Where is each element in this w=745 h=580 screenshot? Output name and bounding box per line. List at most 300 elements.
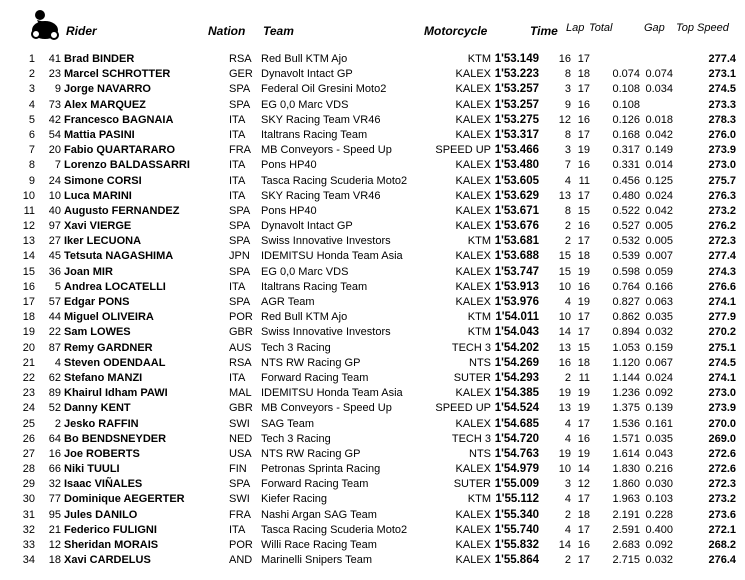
total-laps-cell: 14 xyxy=(577,463,590,476)
rider-name-cell: Xavi VIERGE xyxy=(64,220,132,233)
total-laps-cell: 17 xyxy=(577,311,590,324)
team-cell: Red Bull KTM Ajo xyxy=(261,311,348,324)
total-laps-cell: 17 xyxy=(577,53,590,65)
team-cell: Tasca Racing Scuderia Moto2 xyxy=(261,523,408,536)
rider-number-cell: 40 xyxy=(48,204,61,217)
header-gap: Gap xyxy=(644,22,665,34)
rider-number-cell: 66 xyxy=(48,463,61,476)
total-laps-cell: 17 xyxy=(577,417,590,430)
lap-cell: 4 xyxy=(564,174,571,187)
lap-cell: 3 xyxy=(564,478,571,491)
motorcycle-cell: TECH 3 xyxy=(451,432,491,445)
team-cell: Kiefer Racing xyxy=(261,493,328,506)
rider-number-cell: 24 xyxy=(48,174,61,187)
rider-number-cell: 16 xyxy=(48,447,61,460)
table-row xyxy=(0,371,745,386)
total-laps-cell: 19 xyxy=(577,402,590,415)
motorcycle-cell: KALEX xyxy=(455,113,491,126)
team-cell: SKY Racing Team VR46 xyxy=(261,189,381,202)
total-laps-cell: 11 xyxy=(578,174,590,187)
gap-cell: 1.144 xyxy=(612,371,640,384)
lap-cell: 7 xyxy=(564,159,571,172)
position-cell: 1 xyxy=(28,53,35,65)
nation-cell: JPN xyxy=(229,250,250,263)
team-cell: Tech 3 Racing xyxy=(261,341,331,354)
rider-number-cell: 9 xyxy=(54,83,61,96)
lap-cell: 4 xyxy=(564,432,571,445)
table-row xyxy=(0,295,745,310)
rider-number-cell: 95 xyxy=(48,508,61,521)
lap-time-cell: 1'55.112 xyxy=(495,493,539,506)
position-cell: 15 xyxy=(22,265,35,278)
rider-number-cell: 32 xyxy=(48,478,61,491)
rider-name-cell: Marcel SCHROTTER xyxy=(64,68,171,81)
nation-cell: SPA xyxy=(229,204,251,217)
gap-cell: 1.536 xyxy=(612,417,640,430)
total-laps-cell: 19 xyxy=(577,296,590,308)
table-row xyxy=(0,249,745,264)
rider-number-cell: 10 xyxy=(48,189,61,202)
gap-previous-cell: 0.024 xyxy=(645,189,673,202)
nation-cell: SWI xyxy=(229,417,250,430)
lap-time-cell: 1'53.913 xyxy=(494,280,539,293)
table-row xyxy=(0,310,745,325)
team-cell: Pons HP40 xyxy=(261,159,317,172)
rider-name-cell: Alex MARQUEZ xyxy=(64,98,146,111)
position-cell: 7 xyxy=(28,144,35,157)
top-speed-cell: 273.2 xyxy=(708,493,736,506)
lap-cell: 2 xyxy=(564,220,571,233)
table-row xyxy=(0,204,745,219)
motorcycle-cell: KTM xyxy=(467,53,491,65)
team-cell: MB Conveyors - Speed Up xyxy=(261,144,392,157)
lap-cell: 2 xyxy=(564,554,571,567)
table-row xyxy=(0,447,745,462)
top-speed-cell: 273.3 xyxy=(708,98,736,111)
nation-cell: ITA xyxy=(229,174,246,187)
motorcycle-cell: TECH 3 xyxy=(451,341,491,354)
total-laps-cell: 11 xyxy=(578,371,590,384)
lap-time-cell: 1'53.257 xyxy=(494,98,539,111)
team-cell: Petronas Sprinta Racing xyxy=(261,463,381,476)
rider-name-cell: Brad BINDER xyxy=(64,53,135,65)
rider-name-cell: Jorge NAVARRO xyxy=(64,83,151,96)
position-cell: 21 xyxy=(22,356,35,369)
total-laps-cell: 18 xyxy=(577,250,590,263)
header-time: Time xyxy=(530,24,558,38)
rider-number-cell: 44 xyxy=(48,311,61,324)
gap-previous-cell: 0.035 xyxy=(645,311,673,324)
lap-time-cell: 1'53.676 xyxy=(494,220,539,233)
table-row xyxy=(0,553,745,568)
nation-cell: AND xyxy=(229,554,253,567)
rider-number-cell: 89 xyxy=(48,387,61,400)
rider-name-cell: Bo BENDSNEYDER xyxy=(64,432,167,445)
position-cell: 11 xyxy=(23,204,35,217)
lap-time-cell: 1'53.671 xyxy=(494,204,539,217)
motorcycle-cell: KALEX xyxy=(455,265,491,278)
lap-cell: 9 xyxy=(564,98,571,111)
lap-cell: 10 xyxy=(558,311,571,324)
gap-cell: 0.331 xyxy=(612,159,640,172)
position-cell: 9 xyxy=(28,174,35,187)
position-cell: 22 xyxy=(22,371,35,384)
lap-cell: 2 xyxy=(564,235,571,248)
position-cell: 6 xyxy=(28,128,35,141)
gap-previous-cell: 0.043 xyxy=(645,447,673,460)
table-row xyxy=(0,341,745,356)
lap-cell: 4 xyxy=(564,417,571,430)
total-laps-cell: 19 xyxy=(577,447,590,460)
nation-cell: AUS xyxy=(229,341,252,354)
total-laps-cell: 16 xyxy=(577,159,590,172)
top-speed-cell: 273.1 xyxy=(708,68,736,81)
table-row xyxy=(0,417,745,432)
lap-time-cell: 1'54.979 xyxy=(494,463,539,476)
gap-cell: 1.860 xyxy=(612,478,640,491)
top-speed-cell: 276.3 xyxy=(708,189,736,202)
gap-cell: 0.168 xyxy=(612,128,640,141)
results-table xyxy=(0,52,745,568)
gap-previous-cell: 0.159 xyxy=(645,341,673,354)
gap-previous-cell: 0.035 xyxy=(645,432,673,445)
rider-name-cell: Federico FULIGNI xyxy=(64,523,157,536)
lap-cell: 14 xyxy=(558,326,571,339)
gap-cell: 0.539 xyxy=(612,250,640,263)
gap-previous-cell: 0.092 xyxy=(645,387,673,400)
lap-time-cell: 1'54.011 xyxy=(495,311,539,324)
nation-cell: NED xyxy=(229,432,253,445)
gap-cell: 1.963 xyxy=(612,493,640,506)
total-laps-cell: 16 xyxy=(577,539,590,551)
gap-previous-cell: 0.007 xyxy=(645,250,673,263)
rider-name-cell: Danny KENT xyxy=(64,402,131,415)
motorcycle-cell: KALEX xyxy=(455,220,491,233)
lap-time-cell: 1'54.269 xyxy=(494,356,539,369)
rider-name-cell: Augusto FERNANDEZ xyxy=(64,204,180,217)
gap-cell: 0.317 xyxy=(612,144,640,157)
lap-time-cell: 1'53.466 xyxy=(494,144,539,157)
table-row xyxy=(0,158,745,173)
top-speed-cell: 269.0 xyxy=(708,432,736,445)
gap-previous-cell: 0.059 xyxy=(645,265,673,278)
team-cell: MB Conveyors - Speed Up xyxy=(261,402,392,415)
total-laps-cell: 16 xyxy=(577,98,590,111)
nation-cell: SPA xyxy=(229,220,251,233)
rider-name-cell: Miguel OLIVEIRA xyxy=(64,311,154,324)
top-speed-cell: 276.0 xyxy=(708,128,736,141)
gap-cell: 0.126 xyxy=(612,113,640,126)
position-cell: 16 xyxy=(22,280,35,293)
team-cell: NTS RW Racing GP xyxy=(261,356,361,369)
position-cell: 4 xyxy=(28,98,35,111)
rider-number-cell: 52 xyxy=(48,402,61,415)
lap-time-cell: 1'53.605 xyxy=(494,174,539,187)
position-cell: 3 xyxy=(28,83,35,96)
motorcycle-cell: KALEX xyxy=(455,554,491,567)
top-speed-cell: 277.4 xyxy=(708,250,736,263)
gap-cell: 1.236 xyxy=(612,387,640,400)
total-laps-cell: 16 xyxy=(577,280,590,293)
rider-name-cell: Simone CORSI xyxy=(64,174,142,187)
top-speed-cell: 273.0 xyxy=(708,387,736,400)
motorcycle-cell: KALEX xyxy=(455,463,491,476)
team-cell: Italtrans Racing Team xyxy=(261,280,368,293)
header-rider: Rider xyxy=(66,24,97,38)
total-laps-cell: 16 xyxy=(577,113,590,126)
lap-time-cell: 1'53.629 xyxy=(494,189,539,202)
motorcycle-cell: KALEX xyxy=(455,387,491,400)
table-row xyxy=(0,356,745,371)
gap-previous-cell: 0.166 xyxy=(645,280,673,293)
lap-time-cell: 1'53.480 xyxy=(494,159,539,172)
top-speed-cell: 272.6 xyxy=(708,447,736,460)
position-cell: 25 xyxy=(22,417,35,430)
position-cell: 26 xyxy=(22,432,35,445)
rider-number-cell: 54 xyxy=(48,128,61,141)
lap-cell: 4 xyxy=(564,523,571,536)
nation-cell: SPA xyxy=(229,98,251,111)
lap-cell: 19 xyxy=(558,447,571,460)
top-speed-cell: 272.1 xyxy=(708,523,736,536)
top-speed-cell: 273.2 xyxy=(708,204,736,217)
motorcycle-cell: KTM xyxy=(467,493,491,506)
gap-previous-cell: 0.074 xyxy=(645,68,673,81)
rider-number-cell: 22 xyxy=(48,326,61,339)
gap-previous-cell: 0.032 xyxy=(645,554,673,567)
rider-number-cell: 36 xyxy=(48,265,61,278)
motorcycle-cell: KALEX xyxy=(455,417,491,430)
top-speed-cell: 274.5 xyxy=(708,356,736,369)
team-cell: EG 0,0 Marc VDS xyxy=(261,98,349,111)
table-row xyxy=(0,386,745,401)
team-cell: Swiss Innovative Investors xyxy=(261,326,391,339)
gap-previous-cell: 0.005 xyxy=(645,220,673,233)
top-speed-cell: 270.2 xyxy=(708,326,736,339)
rider-number-cell: 2 xyxy=(54,417,61,430)
total-laps-cell: 18 xyxy=(577,356,590,369)
rider-number-cell: 87 xyxy=(48,341,61,354)
position-cell: 30 xyxy=(22,493,35,506)
lap-time-cell: 1'53.223 xyxy=(494,68,539,81)
gap-cell: 0.827 xyxy=(612,296,640,308)
lap-cell: 13 xyxy=(558,402,571,415)
position-cell: 10 xyxy=(22,189,35,202)
rider-name-cell: Sheridan MORAIS xyxy=(64,539,159,551)
nation-cell: SPA xyxy=(229,296,251,308)
table-row xyxy=(0,128,745,143)
gap-previous-cell: 0.228 xyxy=(645,508,673,521)
lap-time-cell: 1'53.688 xyxy=(494,250,539,263)
gap-cell: 1.830 xyxy=(612,463,640,476)
position-cell: 27 xyxy=(22,447,35,460)
total-laps-cell: 19 xyxy=(577,144,590,157)
gap-previous-cell: 0.067 xyxy=(645,356,673,369)
team-cell: IDEMITSU Honda Team Asia xyxy=(261,387,403,400)
gap-cell: 0.862 xyxy=(612,311,640,324)
motorcycle-cell: KTM xyxy=(467,311,491,324)
table-row xyxy=(0,174,745,189)
lap-cell: 15 xyxy=(558,265,571,278)
rider-name-cell: Fabio QUARTARARO xyxy=(64,144,176,157)
nation-cell: MAL xyxy=(229,387,252,400)
motorcycle-cell: KALEX xyxy=(455,174,491,187)
team-cell: Forward Racing Team xyxy=(261,371,369,384)
motorcycle-cell: SPEED UP xyxy=(435,402,491,415)
top-speed-cell: 272.3 xyxy=(708,478,736,491)
lap-time-cell: 1'55.340 xyxy=(494,508,539,521)
gap-cell: 0.522 xyxy=(612,204,640,217)
rider-number-cell: 62 xyxy=(48,371,61,384)
position-cell: 23 xyxy=(22,387,35,400)
nation-cell: FIN xyxy=(229,463,247,476)
total-laps-cell: 17 xyxy=(577,128,590,141)
lap-cell: 12 xyxy=(558,113,571,126)
lap-time-cell: 1'53.976 xyxy=(494,296,539,308)
team-cell: Italtrans Racing Team xyxy=(261,128,368,141)
rider-number-cell: 7 xyxy=(54,159,61,172)
lap-cell: 3 xyxy=(564,144,571,157)
team-cell: Forward Racing Team xyxy=(261,478,369,491)
position-cell: 28 xyxy=(22,463,35,476)
nation-cell: SPA xyxy=(229,235,251,248)
total-laps-cell: 17 xyxy=(577,326,590,339)
table-row xyxy=(0,477,745,492)
table-row xyxy=(0,82,745,97)
rider-name-cell: Francesco BAGNAIA xyxy=(64,113,174,126)
team-cell: NTS RW Racing GP xyxy=(261,447,361,460)
team-cell: Federal Oil Gresini Moto2 xyxy=(261,83,387,96)
rider-number-cell: 18 xyxy=(48,554,61,567)
rider-name-cell: Iker LECUONA xyxy=(64,235,142,248)
lap-time-cell: 1'53.149 xyxy=(494,53,539,65)
motorcycle-cell: KALEX xyxy=(455,83,491,96)
gap-previous-cell: 0.400 xyxy=(645,523,673,536)
total-laps-cell: 16 xyxy=(577,220,590,233)
header-motorcycle: Motorcycle xyxy=(424,24,488,38)
motorcycle-cell: SUTER xyxy=(453,371,491,384)
rider-number-cell: 27 xyxy=(48,235,61,248)
lap-time-cell: 1'53.275 xyxy=(494,113,539,126)
gap-previous-cell: 0.161 xyxy=(645,417,673,430)
lap-cell: 16 xyxy=(558,53,571,65)
gap-previous-cell: 0.042 xyxy=(645,128,673,141)
top-speed-cell: 277.4 xyxy=(708,53,736,65)
position-cell: 2 xyxy=(28,68,35,81)
header-top-speed: Top Speed xyxy=(676,22,729,34)
rider-name-cell: Edgar PONS xyxy=(64,296,130,308)
rider-number-cell: 5 xyxy=(54,280,61,293)
total-laps-cell: 17 xyxy=(577,554,590,567)
nation-cell: USA xyxy=(229,447,252,460)
motorcycle-cell: KALEX xyxy=(455,68,491,81)
rider-name-cell: Luca MARINI xyxy=(64,189,132,202)
gap-previous-cell: 0.092 xyxy=(645,539,673,551)
lap-cell: 10 xyxy=(558,463,571,476)
position-cell: 24 xyxy=(22,402,35,415)
gap-cell: 0.108 xyxy=(612,98,640,111)
lap-time-cell: 1'54.763 xyxy=(494,447,539,460)
position-cell: 20 xyxy=(22,341,35,354)
lap-time-cell: 1'53.257 xyxy=(494,83,539,96)
rider-number-cell: 23 xyxy=(48,68,61,81)
team-cell: Dynavolt Intact GP xyxy=(261,220,353,233)
total-laps-cell: 12 xyxy=(577,478,590,491)
top-speed-cell: 273.6 xyxy=(708,508,736,521)
top-speed-cell: 274.5 xyxy=(708,83,736,96)
gap-cell: 2.715 xyxy=(612,554,640,567)
top-speed-cell: 275.1 xyxy=(708,341,736,354)
rider-number-cell: 45 xyxy=(48,250,61,263)
rider-name-cell: Lorenzo BALDASSARRI xyxy=(64,159,190,172)
top-speed-cell: 273.0 xyxy=(708,159,736,172)
lap-cell: 10 xyxy=(558,280,571,293)
rider-number-cell: 42 xyxy=(48,113,61,126)
rider-name-cell: Sam LOWES xyxy=(64,326,131,339)
position-cell: 12 xyxy=(22,220,35,233)
gap-previous-cell: 0.018 xyxy=(645,113,673,126)
position-cell: 34 xyxy=(22,554,35,567)
position-cell: 32 xyxy=(22,523,35,536)
gap-cell: 0.894 xyxy=(612,326,640,339)
rider-name-cell: Joan MIR xyxy=(64,265,113,278)
rider-name-cell: Khairul Idham PAWI xyxy=(64,387,168,400)
total-laps-cell: 18 xyxy=(577,508,590,521)
motorcycle-cell: KALEX xyxy=(455,523,491,536)
lap-time-cell: 1'54.293 xyxy=(494,371,539,384)
gap-previous-cell: 0.005 xyxy=(645,235,673,248)
table-header xyxy=(0,0,745,44)
team-cell: AGR Team xyxy=(261,296,315,308)
team-cell: SAG Team xyxy=(261,417,314,430)
motorcycle-cell: KALEX xyxy=(455,204,491,217)
nation-cell: SWI xyxy=(229,493,250,506)
table-row xyxy=(0,280,745,295)
total-laps-cell: 15 xyxy=(577,341,590,354)
motorcycle-cell: KALEX xyxy=(455,250,491,263)
table-row xyxy=(0,538,745,553)
lap-cell: 2 xyxy=(564,508,571,521)
table-row xyxy=(0,265,745,280)
total-laps-cell: 15 xyxy=(577,204,590,217)
nation-cell: ITA xyxy=(229,280,246,293)
rider-number-cell: 4 xyxy=(54,356,61,369)
rider-name-cell: Xavi CARDELUS xyxy=(64,554,151,567)
gap-cell: 0.074 xyxy=(612,68,640,81)
motorcycle-cell: KALEX xyxy=(455,296,491,308)
table-row xyxy=(0,234,745,249)
lap-cell: 2 xyxy=(564,371,571,384)
nation-cell: ITA xyxy=(229,159,246,172)
position-cell: 29 xyxy=(22,478,35,491)
table-row xyxy=(0,67,745,82)
rider-number-cell: 21 xyxy=(48,523,61,536)
lap-time-cell: 1'53.681 xyxy=(494,235,539,248)
rider-name-cell: Stefano MANZI xyxy=(64,371,143,384)
nation-cell: FRA xyxy=(229,144,251,157)
table-row xyxy=(0,401,745,416)
top-speed-cell: 268.2 xyxy=(708,539,736,551)
table-row xyxy=(0,219,745,234)
gap-previous-cell: 0.139 xyxy=(645,402,673,415)
motorcycle-cell: KALEX xyxy=(455,159,491,172)
gap-cell: 2.591 xyxy=(612,523,640,536)
total-laps-cell: 17 xyxy=(577,235,590,248)
team-cell: IDEMITSU Honda Team Asia xyxy=(261,250,403,263)
top-speed-cell: 270.0 xyxy=(708,417,736,430)
header-nation: Nation xyxy=(208,24,246,38)
motorcycle-cell: KALEX xyxy=(455,280,491,293)
